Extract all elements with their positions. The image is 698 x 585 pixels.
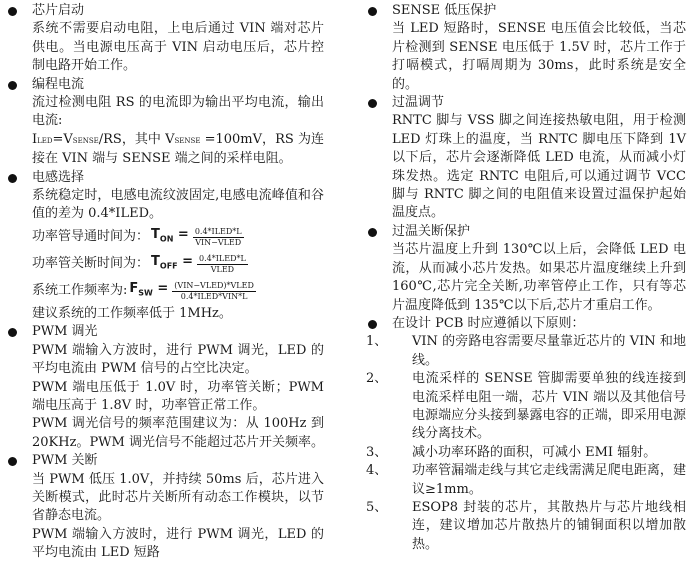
item-text: 功率管漏端走线与其它走线需满足爬电距离，建议≥1mm。 (412, 463, 686, 497)
section-title: 过温调节 (392, 95, 445, 111)
section-text: 当 PWM 低压 1.0V，并持续 50ms 后，芯片进入关断模式，此时芯片关断所有动态工作模块，以节省静态电流。 (32, 471, 324, 524)
section-thermal-shutdown (366, 223, 686, 315)
section-text: PWM 端输入方波时，进行 PWM 调光，LED 的平均电流由 LED 短路 (32, 526, 324, 561)
section-programming-current (6, 76, 324, 169)
pcb-item (366, 333, 686, 370)
section-title: 芯片启动 (32, 3, 85, 18)
ton-formula: 功率管导通时间为： $T_{ON}$ = $\frac{\text{0.4*ILED*L}}{\text{VIN−VLED}}$ (32, 226, 242, 247)
section-text: 系统不需要启动电阻，上电后通过 VIN 端对芯片供电。当电源电压高于 VIN 启动电压后，芯片控制电路开始工作。 (32, 21, 324, 74)
item-number: 3、 (366, 444, 388, 460)
pcb-item (366, 462, 686, 499)
section-text: RNTC 脚与 VSS 脚之间连接热敏电阻，用于检测 LED 灯珠上的温度，当 RNTC 脚电压下降到 1V 以下后，芯片会逐渐降低 LED 电流，从而减小灯珠发热。选定 RNTC 电阻后,可以通过调节 VCC 脚与 RNTC 脚之间的电阻值来设置过温保护起始温度点。 (392, 113, 686, 221)
section-text: 建议系统的工作频率低于 1MHz。 (32, 305, 232, 321)
section-title: SENSE 低压保护 (392, 3, 497, 18)
section-pwm-shutdown (6, 452, 324, 562)
section-chip-startup (6, 2, 324, 76)
bullet-icon (368, 320, 377, 329)
section-sense-protection (366, 2, 686, 94)
section-text: 系统稳定时，电感电流纹波固定,电感电流峰值和谷值的差为 0.4*ILED。 (32, 188, 324, 222)
bullet-icon (8, 457, 17, 466)
item-number: 2、 (366, 371, 388, 387)
section-pwm-dimming (6, 323, 324, 452)
right-column (366, 2, 686, 554)
section-inductor-selection (6, 169, 324, 324)
left-column (6, 2, 324, 563)
pcb-item (366, 370, 686, 444)
item-text: VIN 的旁路电容需要尽量靠近芯片的 VIN 和地线。 (412, 334, 686, 368)
section-text: 当芯片温度上升到 130℃以上后，会降低 LED 电流，从而减小芯片发热。如果芯片温度继续上升到 160℃,芯片完全关断,功率管停止工作，只有等芯片温度降低到 135℃以下后,芯片才重启工作。 (392, 242, 686, 313)
section-title: PWM 调光 (32, 324, 98, 340)
bullet-icon (368, 99, 377, 108)
section-text: PWM 端输入方波时，进行 PWM 调光，LED 的平均电流由 PWM 信号的占空比决定。 (32, 342, 324, 377)
section-text: 当 LED 短路时，SENSE 电压值会比较低，当芯片检测到 SENSE 电压低于 1.5V 时，芯片工作于打嗝模式，打嗝周期为 30ms，此时系统是安全的。 (392, 21, 686, 92)
bullet-icon (368, 7, 377, 16)
section-title: 在设计 PCB 时应遵循以下原则： (392, 315, 585, 331)
section-title: PWM 关断 (32, 453, 98, 469)
bullet-icon (8, 81, 17, 90)
item-number: 5、 (366, 499, 388, 515)
section-pcb-guidelines (366, 315, 686, 333)
item-text: ESOP8 封装的芯片，其散热片与芯片地线相连，建议增加芯片散热片的铺铜面积以增加散热。 (412, 499, 686, 552)
item-text: 电流采样的 SENSE 管脚需要单独的线连接到电流采样电阻一端，芯片 VIN 端以及其他信号电源端应分头接到暴露电容的正端，即采用电源线分离技术。 (412, 371, 686, 442)
item-number: 1、 (366, 334, 388, 350)
bullet-icon (368, 228, 377, 237)
item-text: 减小功率环路的面积，可减小 EMI 辐射。 (412, 444, 657, 460)
item-number: 4、 (366, 463, 388, 479)
bullet-icon (8, 174, 17, 183)
section-text: PWM 端电压低于 1.0V 时，功率管关断；PWM 端电压高于 1.8V 时，功率管正常工作。 (32, 379, 324, 413)
bullet-icon (8, 328, 17, 337)
toff-formula: 功率管关断时间为： $T_{OFF}$ = $\frac{\text{0.4*ILED*L}}{\text{VLED}}$ (32, 253, 246, 274)
section-title: 电感选择 (32, 169, 85, 185)
section-thermal-regulation (366, 94, 686, 223)
section-title: 过温关断保护 (392, 223, 471, 239)
current-equation: ILED=VSENSE/RS，其中 VSENSE =100mV，RS 为连接在 VIN 端与 SENSE 端之间的采样电阻。 (32, 131, 324, 167)
section-title: 编程电流 (32, 76, 85, 92)
section-text: PWM 调光信号的频率范围建议为：从 100Hz 到 20KHz。PWM 调光信号不能超过芯片开关频率。 (32, 416, 324, 450)
pcb-item (366, 499, 686, 554)
fsw-formula: 系统工作频率为: $F_{SW}$ = $\frac{\text{(VIN−VLED)*VLED}}{\text{0.4*ILED*VIN*L}}$ (32, 280, 254, 301)
section-text: 流过检测电阻 RS 的电流即为输出平均电流，输出电流: (32, 95, 324, 129)
bullet-icon (8, 7, 17, 16)
pcb-item (366, 444, 686, 462)
